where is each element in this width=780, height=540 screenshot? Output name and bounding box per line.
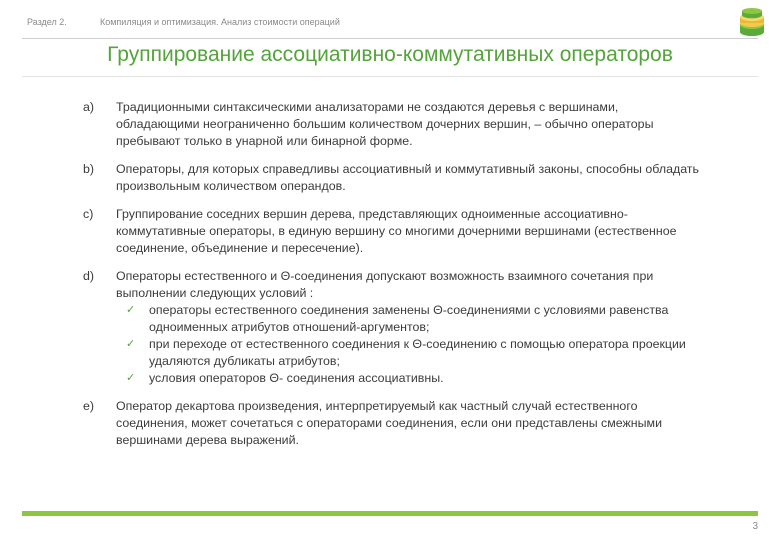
condition-item: [116, 302, 703, 336]
item-text: Традиционными синтаксическими анализаторами не создаются деревья с вершинами, обладающими неограниченно большим количеством дочерних вершин, – обычно операторы пребывают только в унарной или бинарной форме.: [116, 100, 654, 148]
page-title: Группирование ассоциативно-коммутативных операторов: [107, 43, 673, 66]
item-list: [83, 99, 703, 449]
list-item: [83, 398, 703, 449]
condition-item: [116, 336, 703, 370]
title-band: [22, 40, 758, 74]
header-subtitle: Компиляция и оптимизация. Анализ стоимости операций: [100, 17, 340, 27]
item-text: Операторы естественного и Θ-соединения допускают возможность взаимного сочетания при выполнении следующих условий :: [116, 269, 654, 300]
list-item: [83, 206, 703, 257]
condition-text: условия операторов Θ- соединения ассоциативны.: [149, 371, 444, 385]
item-marker: e): [83, 399, 95, 413]
item-text: Операторы, для которых справедливы ассоциативный и коммутативный законы, способны обладать произвольным количеством операндов.: [116, 162, 699, 193]
condition-text: при переходе от естественного соединения к Θ-соединению с помощью оператора проекции удаляются дубликаты атрибутов;: [149, 337, 686, 368]
check-icon: ✓: [126, 338, 136, 350]
item-text: Группирование соседних вершин дерева, представляющих одноименные ассоциативно-коммутативные операторы, в единую вершину со многими дочерними вершинами (естественное соединение, объединение и пересечение).: [116, 207, 677, 255]
title-divider: [22, 76, 758, 77]
item-marker: b): [83, 162, 95, 176]
item-marker: a): [83, 100, 95, 114]
list-item: [83, 99, 703, 150]
condition-item: [116, 370, 703, 387]
condition-list: [116, 302, 703, 387]
item-text: Оператор декартова произведения, интерпретируемый как частный случай естественного соединения, может сочетаться с операторами соединения, если они представлены смежными вершинами дерева выражений.: [116, 399, 662, 447]
item-marker: d): [83, 269, 95, 283]
header-divider: [22, 38, 758, 39]
check-icon: ✓: [126, 304, 136, 316]
list-item: [83, 268, 703, 387]
item-marker: c): [83, 207, 94, 221]
page-number: 3: [752, 521, 758, 532]
coin-stack-logo: [737, 8, 767, 38]
footer-bar: [22, 511, 758, 516]
check-icon: ✓: [126, 372, 136, 384]
condition-text: операторы естественного соединения заменены Θ-соединениями с условиями равенства одноименных атрибутов отношений-аргументов;: [149, 303, 669, 334]
section-label: Раздел 2.: [27, 17, 67, 27]
list-item: [83, 161, 703, 195]
